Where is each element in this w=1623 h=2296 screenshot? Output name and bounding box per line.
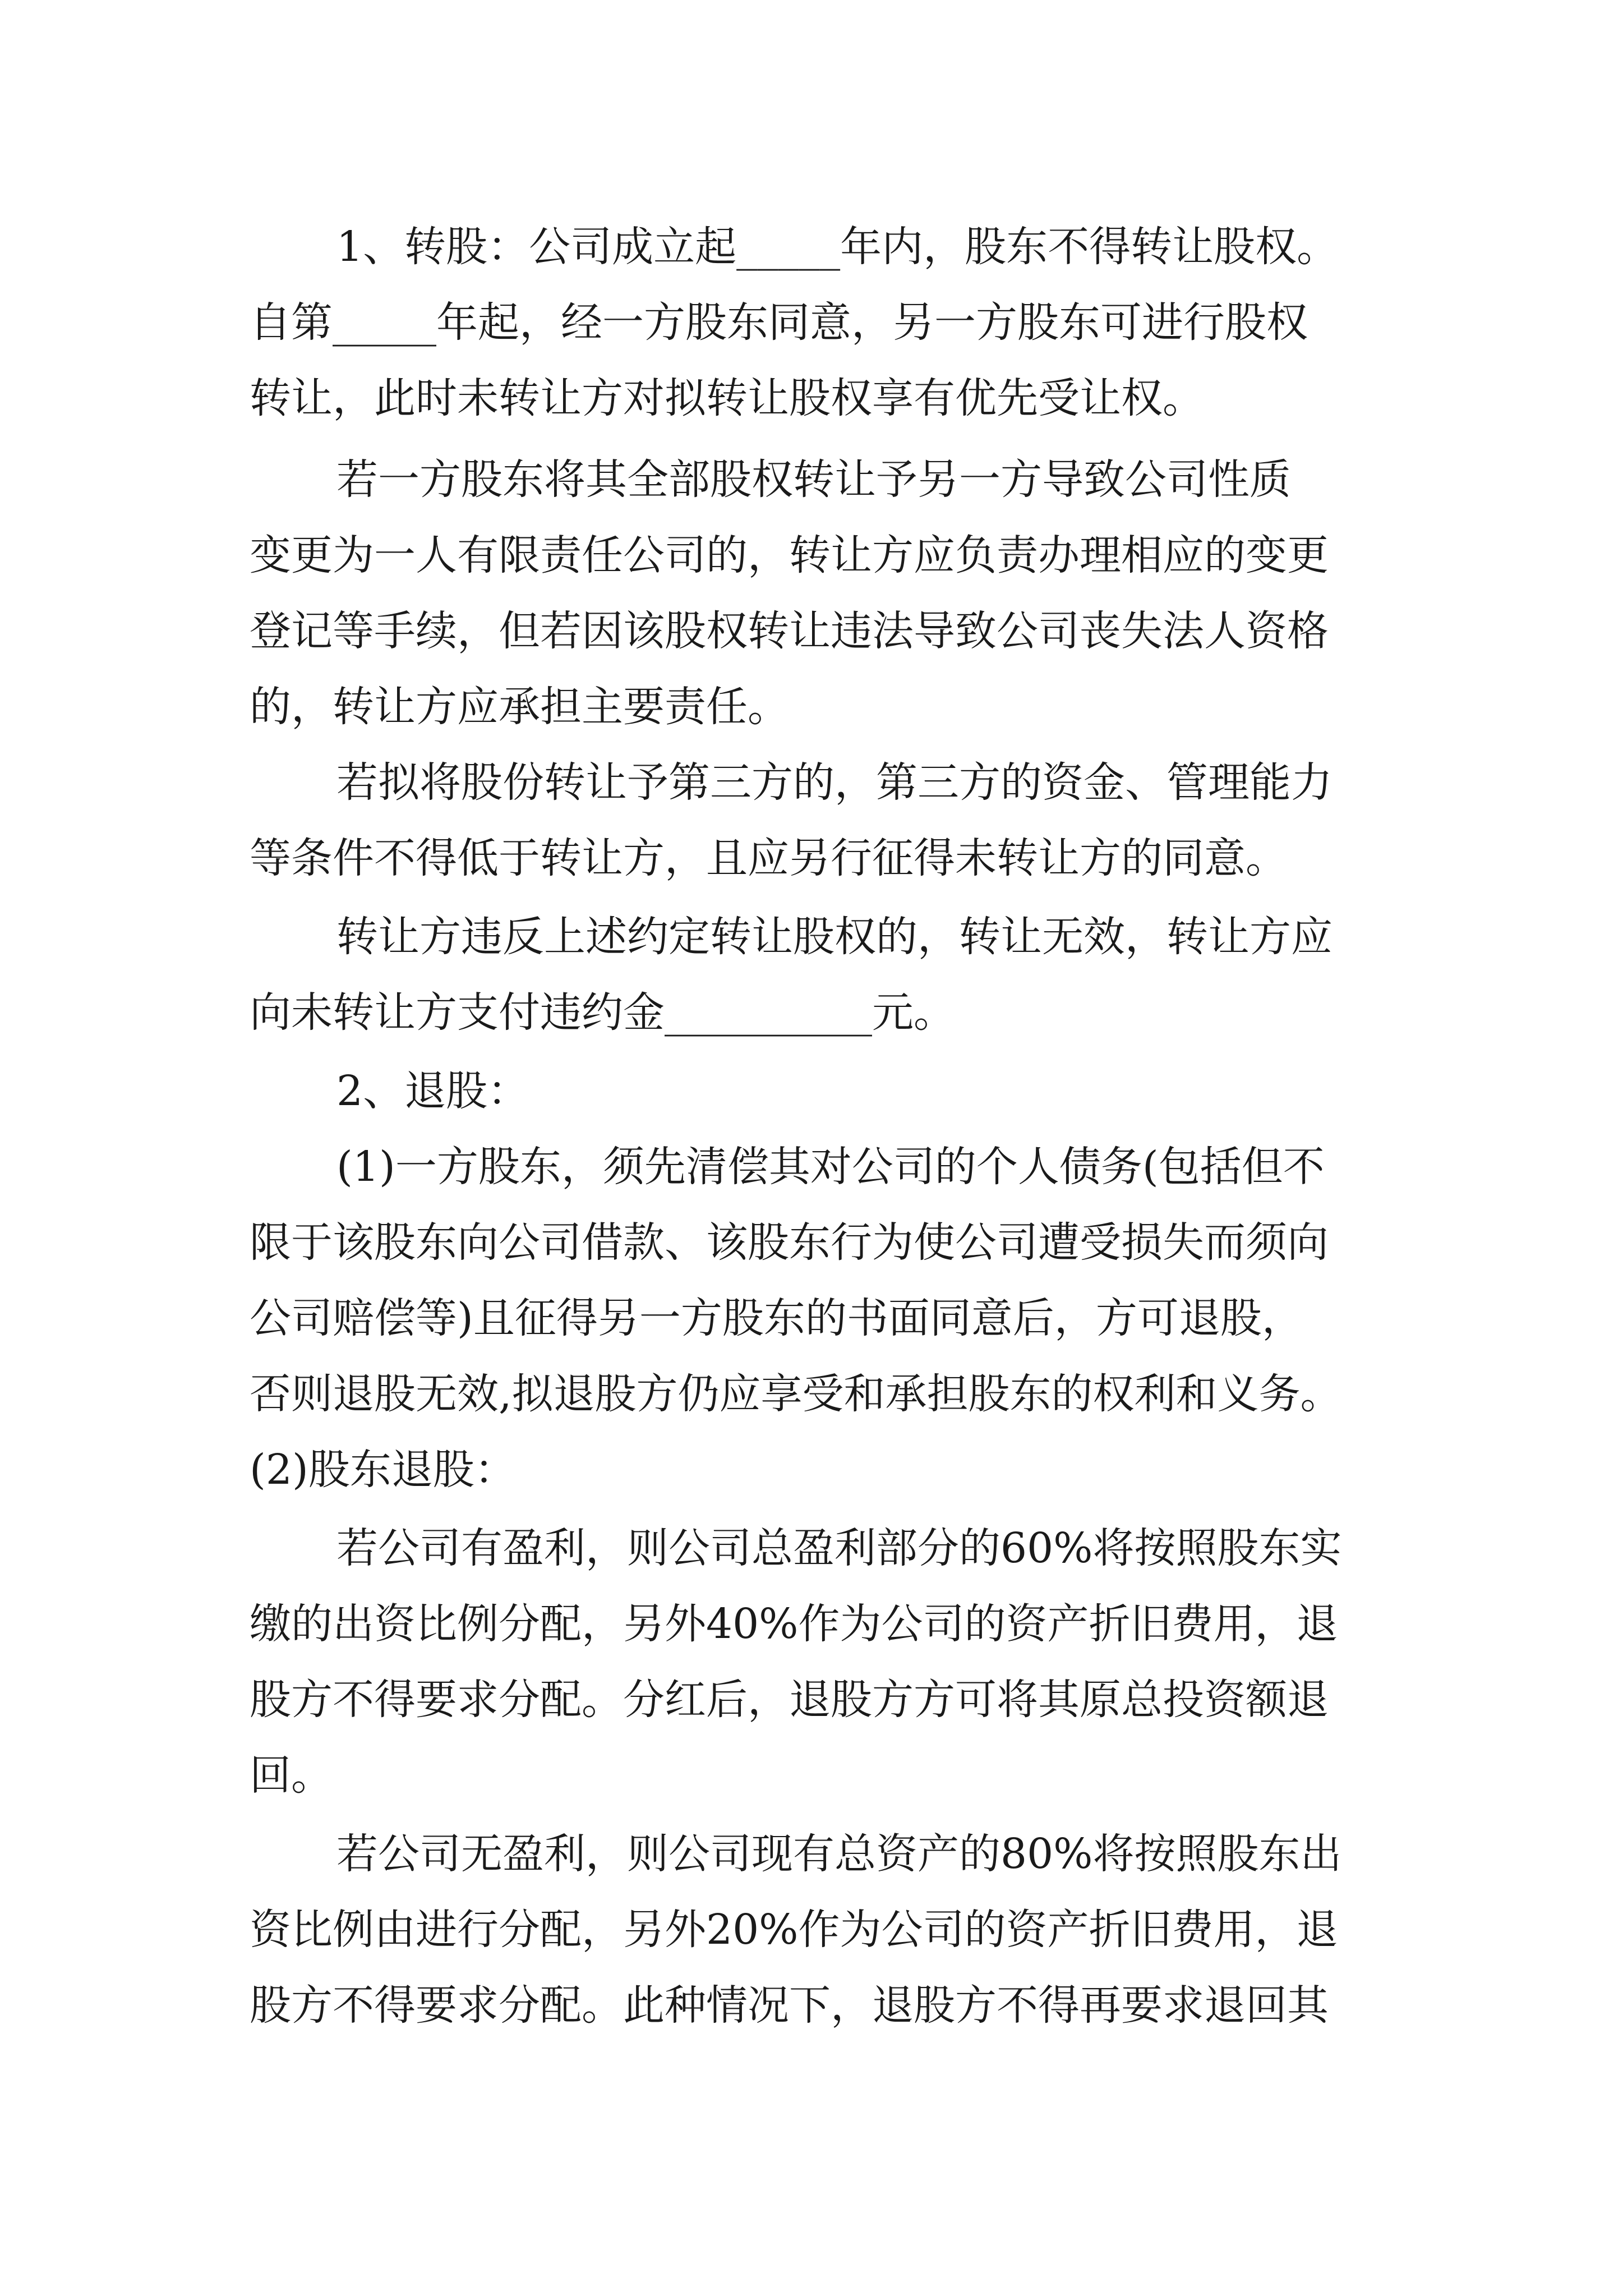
- text-line-16: 否则退股无效,拟退股方仍应享受和承担股东的权利和义务。: [250, 1370, 1342, 1418]
- text-line-5: 变更为一人有限责任公司的，转让方应负责办理相应的变更: [250, 531, 1329, 579]
- text-line-7: 的，转让方应承担主要责任。: [250, 683, 789, 731]
- text-line-23: 资比例由进行分配，另外20%作为公司的资产折旧费用，退: [250, 1906, 1338, 1954]
- text-line-12: 2、退股：: [336, 1067, 529, 1115]
- text-line-15: 公司赔偿等)且征得另一方股东的书面同意后，方可退股，: [250, 1294, 1303, 1342]
- text-line-19: 缴的出资比例分配，另外40%作为公司的资产折旧费用，退: [250, 1600, 1338, 1648]
- text-line-8: 若拟将股份转让予第三方的，第三方的资金、管理能力: [336, 758, 1332, 807]
- text-line-22: 若公司无盈利，则公司现有总资产的80%将按照股东出: [336, 1830, 1342, 1878]
- text-line-18: 若公司有盈利，则公司总盈利部分的60%将按照股东实: [336, 1524, 1342, 1572]
- text-line-21: 回。: [250, 1751, 333, 1800]
- text-line-1: 1、转股：公司成立起_____年内，股东不得转让股权。: [336, 223, 1339, 271]
- text-line-24: 股方不得要求分配。此种情况下，退股方不得再要求退回其: [250, 1981, 1329, 2030]
- text-line-4: 若一方股东将其全部股权转让予另一方导致公司性质: [336, 455, 1291, 504]
- text-line-9: 等条件不得低于转让方，且应另行征得未转让方的同意。: [250, 834, 1287, 882]
- text-line-3: 转让，此时未转让方对拟转让股权享有优先受让权。: [250, 374, 1204, 422]
- text-line-17: (2)股东退股：: [250, 1446, 516, 1494]
- text-line-13: (1)一方股东，须先清偿其对公司的个人债务(包括但不: [336, 1143, 1325, 1191]
- text-line-11: 向未转让方支付违约金__________元。: [250, 988, 955, 1037]
- text-line-14: 限于该股东向公司借款、该股东行为使公司遭受损失而须向: [250, 1218, 1329, 1267]
- text-line-10: 转让方违反上述约定转让股权的，转让无效，转让方应: [336, 913, 1332, 961]
- text-line-20: 股方不得要求分配。分红后，退股方方可将其原总投资额退: [250, 1676, 1329, 1724]
- text-line-2: 自第_____年起，经一方股东同意，另一方股东可进行股权: [250, 298, 1308, 347]
- text-line-6: 登记等手续，但若因该股权转让违法导致公司丧失法人资格: [250, 607, 1329, 655]
